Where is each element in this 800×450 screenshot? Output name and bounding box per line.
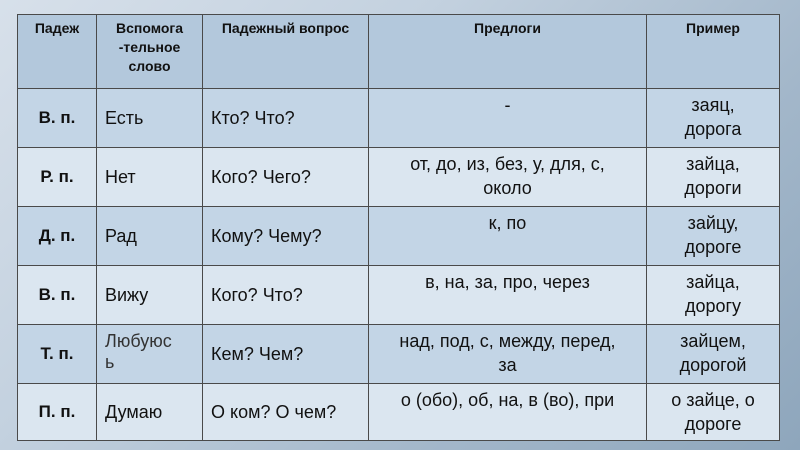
question-cell: Кому? Чему? [203,207,369,266]
question-cell: Кого? Чего? [203,148,369,207]
table-row [18,207,780,266]
helper-line: ь [105,352,115,372]
prepositions-line: от, до, из, без, у, для, с, [410,154,605,174]
question-cell: Кем? Чем? [203,325,369,384]
header-prepositions: Предлоги [369,15,647,89]
case-cell: Д. п. [18,207,97,266]
example-cell [647,207,780,266]
prepositions-line: над, под, с, между, перед, [399,331,616,351]
table-row [18,325,780,384]
table-row [18,266,780,325]
case-cell: Т. п. [18,325,97,384]
table-row [18,148,780,207]
case-cell: Р. п. [18,148,97,207]
header-helper-line-2: -тельное [118,39,181,55]
header-row [18,15,780,89]
case-table-container [17,14,779,440]
prepositions-cell [369,148,647,207]
helper-cell: Вижу [97,266,203,325]
helper-cell: Нет [97,148,203,207]
prepositions-line: за [498,355,517,375]
helper-cell: Есть [97,89,203,148]
table-row [18,89,780,148]
prepositions-cell [369,325,647,384]
example-line: зайца, [686,272,740,292]
example-line: дорогу [684,296,742,316]
header-helper-word [97,15,203,89]
prepositions-cell: к, по [369,207,647,266]
question-cell: Кто? Что? [203,89,369,148]
helper-cell: Рад [97,207,203,266]
example-line: зайцу, [687,213,739,233]
header-example: Пример [647,15,780,89]
case-table [17,14,780,441]
header-helper-line-1: Вспомога [115,20,184,36]
header-case: Падеж [18,15,97,89]
example-line: дороги [684,178,742,198]
example-line: зайцем, [680,331,746,351]
example-line: дороге [684,414,742,434]
example-line: дороге [684,237,742,257]
header-question: Падежный вопрос [203,15,369,89]
prepositions-cell: в, на, за, про, через [369,266,647,325]
example-cell [647,89,780,148]
example-cell [647,325,780,384]
prepositions-cell: - [369,89,647,148]
example-line: о зайце, о [671,390,755,410]
example-line: зайца, [686,154,740,174]
helper-line: Любуюс [105,331,172,351]
case-cell: В. п. [18,266,97,325]
table-row [18,384,780,441]
header-helper-line-3: слово [128,58,171,74]
example-cell [647,148,780,207]
helper-cell: Думаю [97,384,203,441]
example-line: дорога [684,119,742,139]
question-cell: О ком? О чем? [203,384,369,441]
example-cell [647,384,780,441]
example-line: дорогой [679,355,747,375]
case-cell: П. п. [18,384,97,441]
helper-cell [97,325,203,384]
example-cell [647,266,780,325]
prepositions-line: около [483,178,532,198]
prepositions-cell: о (обо), об, на, в (во), при [369,384,647,441]
question-cell: Кого? Что? [203,266,369,325]
case-cell: В. п. [18,89,97,148]
example-line: заяц, [691,95,735,115]
